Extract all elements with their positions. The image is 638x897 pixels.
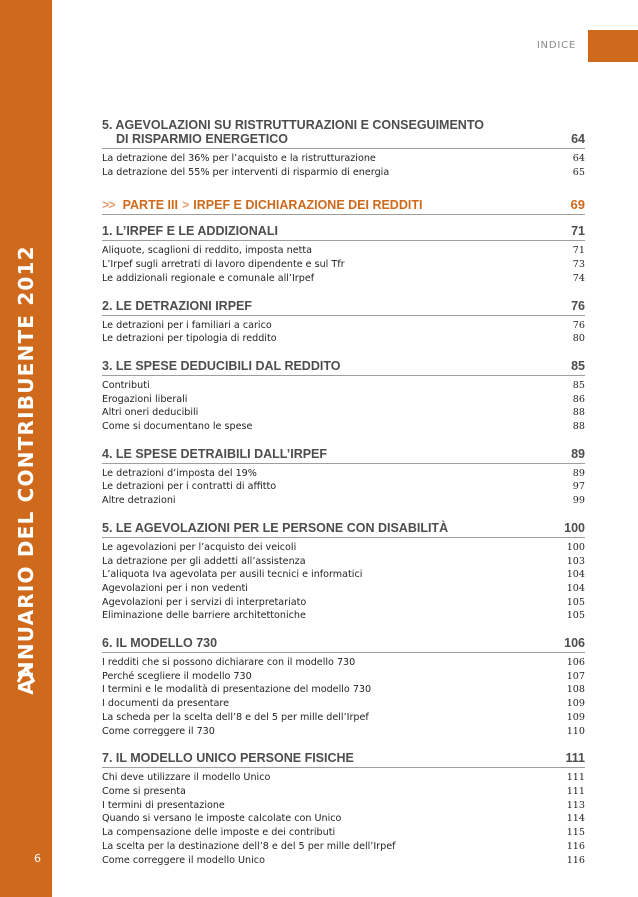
section-page: 89 (571, 446, 585, 461)
entry-page: 88 (572, 407, 585, 419)
entry-text: Come si documentano le spese (102, 421, 253, 433)
entry-text: Le detrazioni per i familiari a carico (102, 319, 272, 331)
page-number: 6 (34, 852, 41, 865)
entry-page: 97 (572, 481, 585, 493)
section-title-line1[interactable]: 5. AGEVOLAZIONI SU RISTRUTTURAZIONI E CONSEGUIMENTO (102, 118, 484, 132)
divider (102, 537, 585, 538)
entry-page: 86 (572, 393, 585, 405)
entry-page: 110 (566, 725, 585, 737)
entry-text: Eliminazione delle barriere architettoniche (102, 610, 306, 622)
toc-entry[interactable] (102, 555, 585, 569)
double-chevron-icon: >> (102, 197, 115, 212)
caret-up-icon (14, 662, 38, 686)
toc-entry[interactable] (102, 494, 585, 508)
entry-page: 89 (572, 467, 585, 479)
toc-entry[interactable] (102, 582, 585, 596)
divider (102, 315, 585, 316)
toc-entry[interactable] (102, 480, 585, 494)
divider (102, 148, 585, 149)
entry-page: 111 (566, 785, 585, 797)
toc-entry[interactable] (102, 541, 585, 555)
toc-entry[interactable] (102, 697, 585, 711)
entry-page: 100 (566, 541, 585, 553)
toc-entry[interactable] (102, 258, 585, 272)
toc-section (102, 751, 585, 867)
entry-text: Altre detrazioni (102, 495, 176, 507)
entry-page: 64 (572, 153, 585, 164)
entry-text: Quando si versano le imposte calcolate con Unico (102, 813, 342, 825)
section-title-text: 7. IL MODELLO UNICO PERSONE FISICHE (102, 751, 354, 766)
entry-page: 74 (572, 272, 585, 284)
toc-section (102, 447, 585, 508)
entry-page: 85 (572, 379, 585, 391)
entry-text: L’Irpef sugli arretrati di lavoro dipendente e sul Tfr (102, 259, 345, 271)
entry-text: La scelta per la destinazione dell’8 e del 5 per mille dell’Irpef (102, 840, 396, 852)
entry-text: La detrazione del 55% per interventi di risparmio di energia (102, 166, 390, 178)
toc-section (102, 359, 585, 434)
entry-text: Come si presenta (102, 785, 186, 797)
part-label: PARTE III (122, 197, 178, 212)
toc-entry[interactable] (102, 166, 585, 180)
toc-entry[interactable] (102, 711, 585, 725)
toc-entry[interactable] (102, 840, 585, 854)
toc-entry[interactable] (102, 812, 585, 826)
section-title-text: 4. LE SPESE DETRAIBILI DALL’IRPEF (102, 446, 328, 461)
section-title-text: 6. IL MODELLO 730 (102, 636, 218, 651)
toc-entry[interactable] (102, 319, 585, 333)
toc-entry[interactable] (102, 596, 585, 610)
section-page: 111 (565, 751, 585, 766)
entry-page: 103 (566, 555, 585, 567)
toc-entry[interactable] (102, 785, 585, 799)
entry-text: Agevolazioni per i non vedenti (102, 582, 248, 594)
entry-page: 105 (566, 596, 585, 608)
toc-entry[interactable] (102, 332, 585, 346)
divider (102, 214, 585, 215)
toc-entry[interactable] (102, 826, 585, 840)
toc-entry[interactable] (102, 244, 585, 258)
entry-text: Le addizionali regionale e comunale all’Irpef (102, 272, 315, 284)
table-of-contents (102, 118, 585, 867)
entry-page: 88 (572, 421, 585, 433)
entry-text: I termini e le modalità di presentazione del modello 730 (102, 684, 372, 696)
section-page: 64 (571, 132, 585, 146)
section-title-text: 3. LE SPESE DEDUCIBILI DAL REDDITO (102, 358, 341, 373)
entry-page: 114 (566, 813, 585, 825)
entry-text: Le detrazioni per tipologia di reddito (102, 333, 277, 345)
toc-entry[interactable] (102, 799, 585, 813)
divider (102, 240, 585, 241)
toc-entry[interactable] (102, 656, 585, 670)
entry-text: Le agevolazioni per l’acquisto dei veicoli (102, 541, 297, 553)
toc-section (102, 299, 585, 346)
entry-text: Le detrazioni d’imposta del 19% (102, 467, 257, 479)
entry-page: 113 (566, 799, 585, 811)
entry-page: 99 (572, 495, 585, 507)
entry-page: 109 (566, 711, 585, 723)
entry-text: La detrazione per gli addetti all’assistenza (102, 555, 306, 567)
toc-entry[interactable] (102, 272, 585, 286)
section-page: 71 (571, 224, 585, 239)
toc-entry[interactable] (102, 420, 585, 434)
toc-section (102, 521, 585, 623)
toc-entry[interactable] (102, 670, 585, 684)
section-title-text: 5. LE AGEVOLAZIONI PER LE PERSONE CON DISABILITÀ (102, 520, 449, 535)
entry-text: La compensazione delle imposte e dei contributi (102, 827, 336, 839)
entry-page: 104 (566, 582, 585, 594)
section-page: 85 (571, 358, 585, 373)
entry-page: 80 (572, 333, 585, 345)
entry-text: Perché scegliere il modello 730 (102, 670, 252, 682)
entry-page: 76 (572, 319, 585, 331)
toc-entry[interactable] (102, 152, 585, 166)
section-title[interactable] (102, 359, 585, 373)
divider (102, 767, 585, 768)
part-page: 69 (570, 197, 585, 213)
entry-text: Come correggere il modello Unico (102, 854, 265, 866)
toc-entry[interactable] (102, 854, 585, 868)
section-title-text: 1. L’IRPEF E LE ADDIZIONALI (102, 224, 278, 239)
entry-text: La detrazione del 36% per l’acquisto e la ristrutturazione (102, 153, 376, 164)
toc-section (102, 224, 585, 285)
entry-text: I termini di presentazione (102, 799, 225, 811)
toc-section (102, 118, 585, 179)
entry-page: 106 (566, 657, 585, 669)
section-page: 106 (564, 636, 585, 651)
section-title[interactable] (102, 521, 585, 535)
part-heading[interactable] (102, 197, 585, 212)
entry-text: I documenti da presentare (102, 698, 229, 710)
sidebar (0, 0, 52, 897)
entry-text: Altri oneri deducibili (102, 407, 199, 419)
entry-text: Come correggere il 730 (102, 725, 215, 737)
divider (102, 463, 585, 464)
section-title[interactable] (102, 224, 585, 238)
section-title-line2[interactable]: DI RISPARMIO ENERGETICO 64 (116, 132, 585, 146)
toc-entry[interactable] (102, 725, 585, 739)
book-title: ANNUARIO DEL CONTRIBUENTE 2012 (14, 245, 38, 695)
entry-text: Chi deve utilizzare il modello Unico (102, 772, 271, 784)
divider (102, 375, 585, 376)
entry-text: La scheda per la scelta dell’8 e del 5 per mille dell’Irpef (102, 711, 369, 723)
section-title-text: 2. LE DETRAZIONI IRPEF (102, 298, 253, 313)
toc-entry[interactable] (102, 379, 585, 393)
entry-text: L’aliquota Iva agevolata per ausili tecnici e informatici (102, 569, 363, 581)
section-page: 100 (564, 520, 585, 535)
entry-text: Erogazioni liberali (102, 393, 188, 405)
entry-page: 116 (566, 840, 585, 852)
entry-page: 115 (566, 827, 585, 839)
entry-text: Agevolazioni per i servizi di interpretariato (102, 596, 307, 608)
section-title[interactable] (102, 447, 585, 461)
entry-page: 107 (566, 670, 585, 682)
entry-page: 104 (566, 569, 585, 581)
toc-section (102, 636, 585, 738)
section-title[interactable] (102, 751, 585, 765)
entry-page: 71 (572, 245, 585, 257)
toc-entry[interactable] (102, 609, 585, 623)
section-title[interactable] (102, 636, 585, 650)
part-title: IRPEF E DICHIARAZIONE DEI REDDITI (193, 197, 423, 212)
entry-page: 111 (566, 772, 585, 784)
toc-entry[interactable] (102, 393, 585, 407)
entry-page: 108 (566, 684, 585, 696)
entry-page: 105 (566, 610, 585, 622)
section-title[interactable] (102, 299, 585, 313)
toc-entry[interactable] (102, 568, 585, 582)
section-page: 76 (571, 298, 585, 313)
entry-text: I redditi che si possono dichiarare con il modello 730 (102, 657, 356, 669)
header-label: INDICE (536, 40, 576, 51)
toc-entry[interactable] (102, 683, 585, 697)
entry-text: Contributi (102, 379, 150, 391)
entry-page: 65 (572, 166, 585, 178)
entry-page: 116 (566, 854, 585, 866)
entry-text: Aliquote, scaglioni di reddito, imposta netta (102, 245, 312, 257)
toc-entry[interactable] (102, 467, 585, 481)
header-accent-block (588, 30, 638, 62)
divider (102, 652, 585, 653)
entry-page: 73 (572, 259, 585, 271)
entry-page: 109 (566, 698, 585, 710)
chevron-icon: > (181, 197, 190, 212)
entry-text: Le detrazioni per i contratti di affitto (102, 481, 277, 493)
toc-entry[interactable] (102, 406, 585, 420)
toc-entry[interactable] (102, 771, 585, 785)
